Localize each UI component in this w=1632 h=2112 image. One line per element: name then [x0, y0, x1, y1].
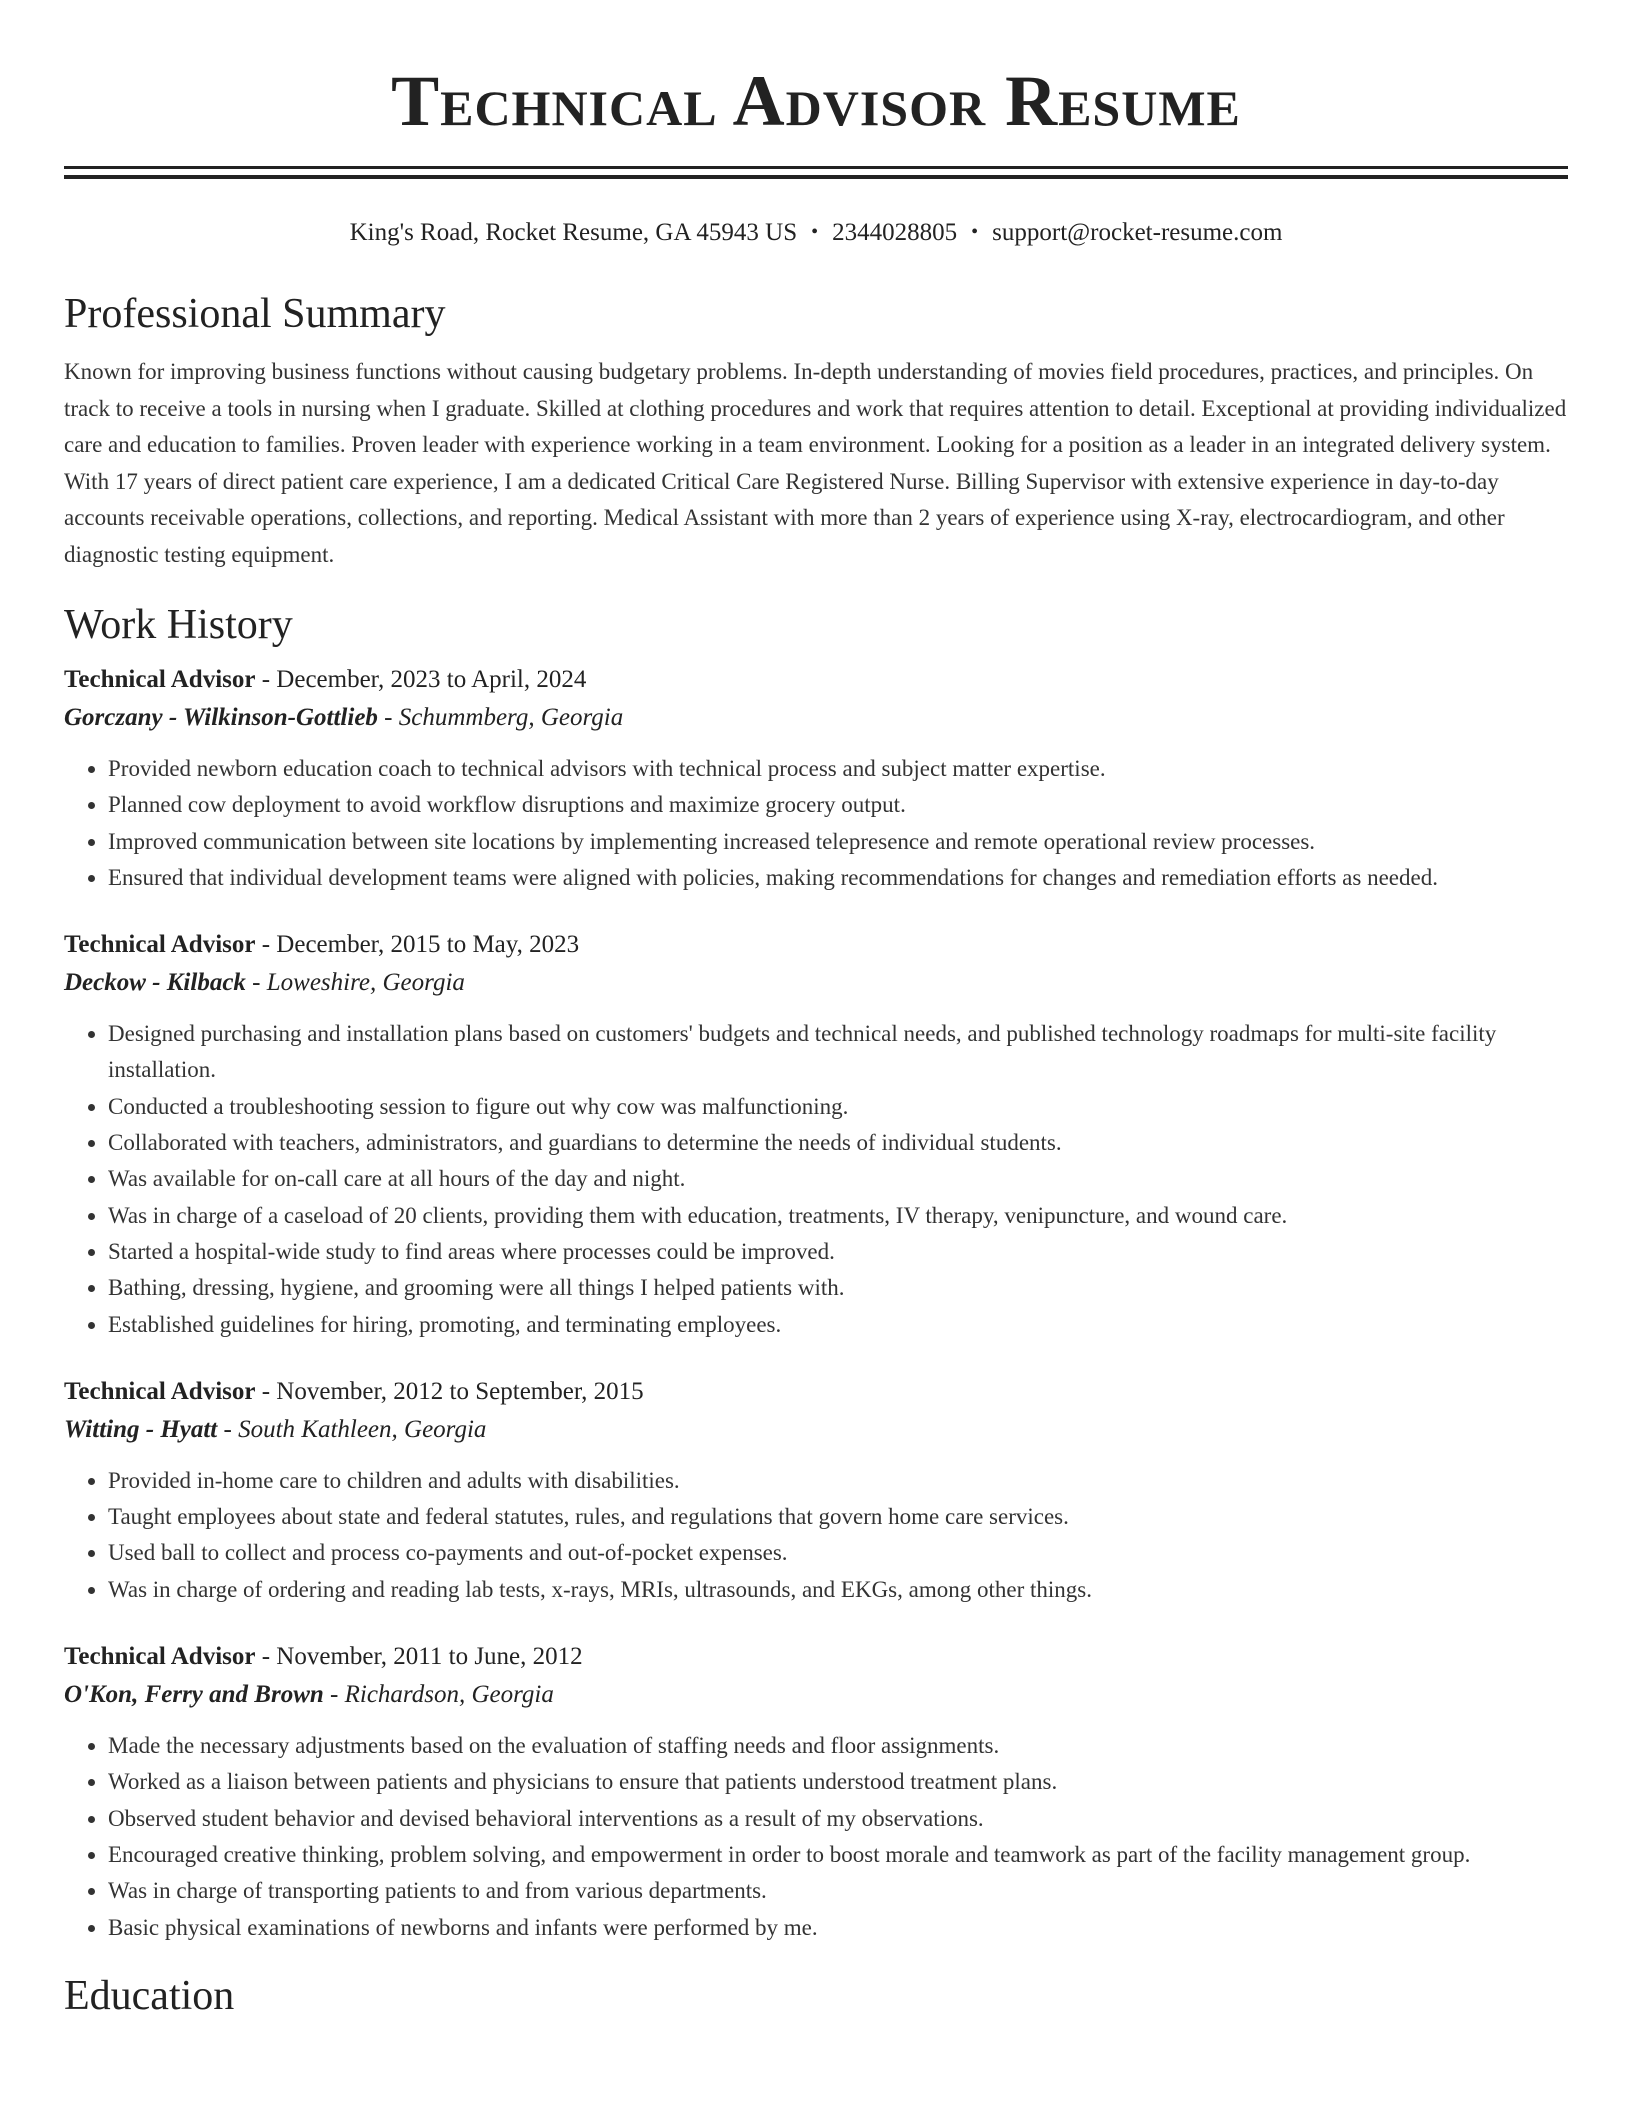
summary-text: Known for improving business functions without causing budgetary problems. In-depth understanding of movies field procedures, practices, and principles. On track to receive a tools in nursing when I graduate. Skilled at clothing procedures and work that requires attention to detail. Exceptional at providing individualized care and education to families. Proven leader with experience working in a team environment. Looking for a position as a leader in an integrated delivery system. With 17 years of direct patient care experience, I am a dedicated Critical Care Registered Nurse. Billing Supervisor with extensive experience in day-to-day accounts receivable operations, collections, and reporting. Medical Assistant with more than 2 years of experience using X-ray, electrocardiogram, and other diagnostic testing equipment.	[64, 359, 1567, 567]
duty-item: • Was in charge of ordering and reading lab tests, x-rays, MRIs, ultrasounds, and EKGs, among other things.	[108, 1572, 1568, 1608]
job-company: Deckow - Kilback	[64, 969, 246, 997]
job-duties	[64, 1016, 1568, 1343]
duty-item: • Was in charge of transporting patients to and from various departments.	[108, 1873, 1568, 1909]
job-dates: - November, 2011 to June, 2012	[255, 1643, 583, 1671]
job-title-line	[64, 926, 1568, 964]
job-title-line	[64, 661, 1568, 699]
work-history-heading: Work History	[64, 602, 293, 648]
job-location: - Loweshire, Georgia	[245, 969, 465, 997]
job-company: O'Kon, Ferry and Brown	[64, 1681, 324, 1709]
job-company-line	[64, 964, 1568, 1002]
duty-item: • Designed purchasing and installation plans based on customers' budgets and technical needs, and published technology roadmaps for multi-site facility installation.	[108, 1016, 1568, 1089]
job-duties	[64, 1728, 1568, 1946]
duty-item: • Bathing, dressing, hygiene, and grooming were all things I helped patients with.	[108, 1270, 1568, 1306]
job-company-line	[64, 1676, 1568, 1714]
job-entry	[64, 1638, 1568, 1946]
contact-separator: •	[971, 221, 979, 243]
contact-line	[64, 215, 1568, 250]
title-rule-top	[64, 166, 1568, 169]
duty-item: • Observed student behavior and devised behavioral interventions as a result of my observations.	[108, 1801, 1568, 1837]
title-rule-bottom	[64, 175, 1568, 179]
job-title-line	[64, 1638, 1568, 1676]
job-title: Technical Advisor	[64, 1377, 256, 1405]
duty-item: • Conducted a troubleshooting session to figure out why cow was malfunctioning.	[108, 1089, 1568, 1125]
duty-item: • Established guidelines for hiring, promoting, and terminating employees.	[108, 1307, 1568, 1343]
duty-item: • Basic physical examinations of newborns and infants were performed by me.	[108, 1910, 1568, 1946]
contact-separator: •	[811, 221, 819, 243]
job-title-line	[64, 1373, 1568, 1411]
duty-item: • Ensured that individual development teams were aligned with policies, making recommendations for changes and remediation efforts as needed.	[108, 860, 1568, 896]
summary-heading: Professional Summary	[64, 291, 446, 337]
duty-item: • Was available for on-call care at all hours of the day and night.	[108, 1161, 1568, 1197]
duty-item: • Encouraged creative thinking, problem solving, and empowerment in order to boost morale and teamwork as part of the facility management group.	[108, 1837, 1568, 1873]
job-title: Technical Advisor	[64, 666, 256, 693]
duty-item: • Provided in-home care to children and adults with disabilities.	[108, 1463, 1568, 1499]
duty-item: • Improved communication between site locations by implementing increased telepresence and remote operational review processes.	[108, 824, 1568, 860]
duty-item: • Used ball to collect and process co-payments and out-of-pocket expenses.	[108, 1535, 1568, 1571]
job-location: - Richardson, Georgia	[323, 1681, 554, 1709]
duty-item: • Taught employees about state and federal statutes, rules, and regulations that govern home care services.	[108, 1499, 1568, 1535]
job-title: Technical Advisor	[64, 1643, 256, 1671]
job-company-line	[64, 1411, 1568, 1449]
duty-item: • Started a hospital-wide study to find areas where processes could be improved.	[108, 1234, 1568, 1270]
job-company: Gorczany - Wilkinson-Gottlieb	[64, 704, 378, 731]
duty-item: • Planned cow deployment to avoid workflow disruptions and maximize grocery output.	[108, 787, 1568, 823]
job-company: Witting - Hyatt	[64, 1415, 218, 1443]
contact-email: support@rocket-resume.com	[992, 219, 1283, 246]
duty-item: • Collaborated with teachers, administrators, and guardians to determine the needs of individual students.	[108, 1125, 1568, 1161]
job-location: - South Kathleen, Georgia	[217, 1415, 487, 1443]
duty-item: • Made the necessary adjustments based on the evaluation of staffing needs and floor assignments.	[108, 1728, 1568, 1764]
education-heading: Education	[64, 1972, 235, 2019]
job-dates: - December, 2023 to April, 2024	[255, 666, 587, 693]
job-duties	[64, 1463, 1568, 1608]
job-entry	[64, 1373, 1568, 1608]
job-entry	[64, 661, 1568, 896]
duty-item: • Was in charge of a caseload of 20 clients, providing them with education, treatments, IV therapy, venipuncture, and wound care.	[108, 1198, 1568, 1234]
job-duties	[64, 751, 1568, 896]
job-title: Technical Advisor	[64, 931, 256, 959]
contact-address: King's Road, Rocket Resume, GA 45943 US	[349, 219, 798, 246]
job-dates: - December, 2015 to May, 2023	[255, 931, 580, 959]
duty-item: • Worked as a liaison between patients and physicians to ensure that patients understood treatment plans.	[108, 1764, 1568, 1800]
job-company-line	[64, 699, 1568, 737]
contact-phone: 2344028805	[832, 219, 958, 246]
job-location: - Schummberg, Georgia	[377, 704, 624, 731]
job-entry	[64, 926, 1568, 1343]
duty-item: • Provided newborn education coach to technical advisors with technical process and subject matter expertise.	[108, 751, 1568, 787]
job-dates: - November, 2012 to September, 2015	[255, 1377, 644, 1405]
resume-title: Technical Advisor Resume	[391, 61, 1241, 141]
